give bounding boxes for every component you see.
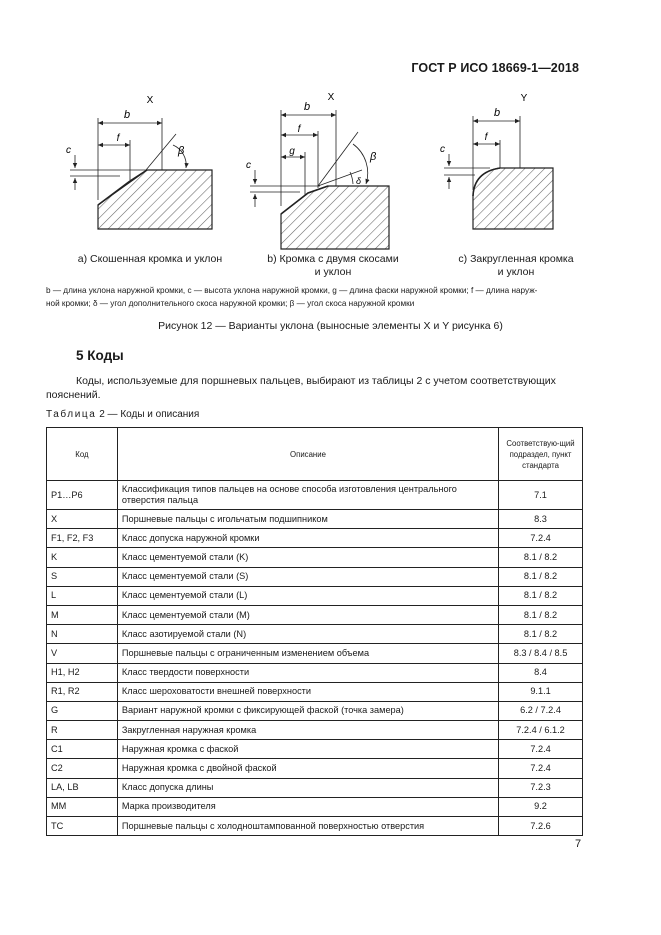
dim-g-label: g bbox=[289, 146, 295, 157]
cell-reference: 8.3 / 8.4 / 8.5 bbox=[499, 644, 583, 663]
cell-code: LA, LB bbox=[47, 778, 118, 797]
panel-rounded-edge bbox=[444, 116, 553, 229]
cell-reference: 8.1 / 8.2 bbox=[499, 605, 583, 624]
cell-reference: 8.3 bbox=[499, 510, 583, 529]
cell-description: Класс допуска длины bbox=[117, 778, 498, 797]
view-label-c: Y bbox=[520, 93, 528, 104]
cell-description: Поршневые пальцы с игольчатым подшипником bbox=[117, 510, 498, 529]
cell-code: N bbox=[47, 625, 118, 644]
table-caption: Таблица 2 — Коды и описания bbox=[46, 409, 200, 420]
angle-delta-label: δ bbox=[356, 176, 362, 186]
cell-reference: 8.1 / 8.2 bbox=[499, 548, 583, 567]
cell-description: Класс цементуемой стали (M) bbox=[117, 605, 498, 624]
cell-code: G bbox=[47, 701, 118, 720]
cell-description: Класс твердости поверхности bbox=[117, 663, 498, 682]
cell-code: M bbox=[47, 605, 118, 624]
cell-reference: 7.2.4 bbox=[499, 529, 583, 548]
table-row bbox=[47, 797, 583, 816]
cell-description: Наружная кромка с двойной фаской bbox=[117, 759, 498, 778]
cell-reference: 7.2.3 bbox=[499, 778, 583, 797]
dim-f-label: f bbox=[297, 124, 301, 135]
cell-code: C2 bbox=[47, 759, 118, 778]
cell-reference: 8.1 / 8.2 bbox=[499, 567, 583, 586]
codes-table bbox=[46, 427, 583, 836]
cell-code: C1 bbox=[47, 740, 118, 759]
cell-reference: 7.2.6 bbox=[499, 817, 583, 836]
cell-description: Марка производителя bbox=[117, 797, 498, 816]
table-row bbox=[47, 586, 583, 605]
dim-c-label: c bbox=[66, 145, 71, 156]
table-row bbox=[47, 529, 583, 548]
caption-panel-a: a) Скошенная кромка и уклон bbox=[77, 253, 223, 265]
panel-chamfered-edge bbox=[70, 118, 212, 229]
table-row bbox=[47, 663, 583, 682]
cell-reference: 8.1 / 8.2 bbox=[499, 625, 583, 644]
cell-reference: 8.4 bbox=[499, 663, 583, 682]
view-label-a: X bbox=[146, 95, 154, 106]
cell-description: Вариант наружной кромки с фиксирующей фаской (точка замера) bbox=[117, 701, 498, 720]
table-row bbox=[47, 567, 583, 586]
table-row bbox=[47, 625, 583, 644]
cell-reference: 7.1 bbox=[499, 481, 583, 510]
table-row bbox=[47, 481, 583, 510]
figure-legend: b — длина уклона наружной кромки, c — высота уклона наружной кромки, g — длина фаски наружной кромки; f — длина наруж- ной кромки; δ — угол дополнительного скоса наружной кромки; β — угол скоса наружной кромки bbox=[46, 286, 538, 308]
table-row bbox=[47, 721, 583, 740]
cell-description: Поршневые пальцы с холодноштампованной поверхностью отверстия bbox=[117, 817, 498, 836]
view-label-b: X bbox=[327, 92, 335, 103]
table-row bbox=[47, 817, 583, 836]
table-body bbox=[47, 481, 583, 836]
table-row bbox=[47, 701, 583, 720]
cell-description: Поршневые пальцы с ограниченным изменением объема bbox=[117, 644, 498, 663]
cell-reference: 7.2.4 / 6.1.2 bbox=[499, 721, 583, 740]
figure-title: Рисунок 12 — Варианты уклона (выносные элементы X и Y рисунка 6) bbox=[158, 320, 503, 332]
cell-description: Класс шероховатости внешней поверхности bbox=[117, 682, 498, 701]
panel-double-chamfer-edge bbox=[250, 110, 389, 249]
page-number: 7 bbox=[575, 838, 582, 850]
cell-description: Классификация типов пальцев на основе способа изготовления центрального отверстия пальца bbox=[117, 481, 498, 510]
table-row bbox=[47, 510, 583, 529]
dim-b-label: b bbox=[123, 109, 131, 121]
cell-code: K bbox=[47, 548, 118, 567]
cell-code: F1, F2, F3 bbox=[47, 529, 118, 548]
section-paragraph: Коды, используемые для поршневых пальцев, выбирают из таблицы 2 с учетом соответствующих пояснений. bbox=[46, 375, 556, 401]
cell-description: Класс цементуемой стали (K) bbox=[117, 548, 498, 567]
cell-code: TC bbox=[47, 817, 118, 836]
dim-c-label: c bbox=[246, 160, 251, 171]
edge-variants-figure bbox=[0, 0, 661, 280]
cell-code: L bbox=[47, 586, 118, 605]
cell-description: Класс цементуемой стали (S) bbox=[117, 567, 498, 586]
cell-reference: 6.2 / 7.2.4 bbox=[499, 701, 583, 720]
table-row bbox=[47, 778, 583, 797]
header-reference: Соответствую-щий подраздел, пункт стандарта bbox=[499, 428, 583, 481]
table-row bbox=[47, 740, 583, 759]
cell-reference: 7.2.4 bbox=[499, 740, 583, 759]
cell-code: MM bbox=[47, 797, 118, 816]
cell-description: Класс цементуемой стали (L) bbox=[117, 586, 498, 605]
caption-panel-c: с) Закругленная кромка и уклон bbox=[458, 253, 574, 278]
table-row bbox=[47, 682, 583, 701]
cell-code: H1, H2 bbox=[47, 663, 118, 682]
dim-b-label: b bbox=[303, 101, 311, 113]
table-row bbox=[47, 644, 583, 663]
cell-reference: 9.1.1 bbox=[499, 682, 583, 701]
cell-code: P1…P6 bbox=[47, 481, 118, 510]
table-row bbox=[47, 605, 583, 624]
table-header-row bbox=[47, 428, 583, 481]
cell-description: Закругленная наружная кромка bbox=[117, 721, 498, 740]
dim-f-label: f bbox=[116, 133, 120, 144]
dim-c-label: c bbox=[440, 144, 445, 155]
cell-code: V bbox=[47, 644, 118, 663]
dim-f-label: f bbox=[484, 132, 488, 143]
angle-beta-label: β bbox=[370, 151, 377, 163]
cell-code: R1, R2 bbox=[47, 682, 118, 701]
cell-description: Класс допуска наружной кромки bbox=[117, 529, 498, 548]
cell-code: X bbox=[47, 510, 118, 529]
cell-code: R bbox=[47, 721, 118, 740]
cell-reference: 7.2.4 bbox=[499, 759, 583, 778]
table-row bbox=[47, 548, 583, 567]
angle-beta-label: β bbox=[178, 145, 185, 157]
cell-reference: 8.1 / 8.2 bbox=[499, 586, 583, 605]
caption-panel-b: b) Кромка с двумя скосами и уклон bbox=[267, 253, 399, 278]
cell-code: S bbox=[47, 567, 118, 586]
dim-b-label: b bbox=[493, 107, 501, 119]
cell-description: Наружная кромка с фаской bbox=[117, 740, 498, 759]
cell-reference: 9.2 bbox=[499, 797, 583, 816]
document-id: ГОСТ Р ИСО 18669-1—2018 bbox=[411, 61, 579, 75]
header-code: Код bbox=[47, 428, 118, 481]
cell-description: Класс азотируемой стали (N) bbox=[117, 625, 498, 644]
header-description: Описание bbox=[117, 428, 498, 481]
section-heading: 5 Коды bbox=[76, 348, 124, 363]
table-row bbox=[47, 759, 583, 778]
